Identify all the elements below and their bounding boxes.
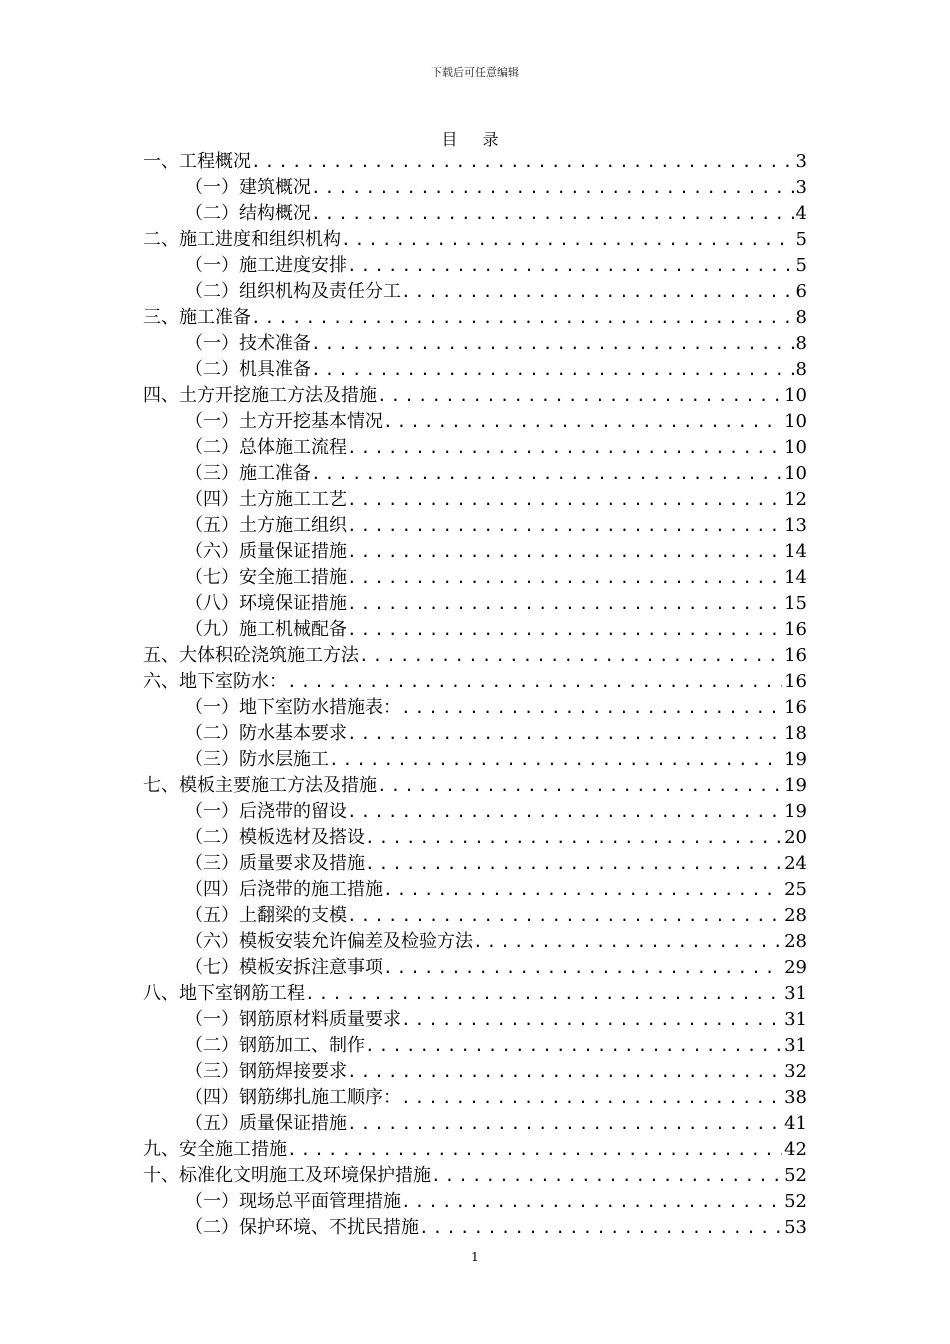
toc-entry-label: （二）保护环境、不扰民措施	[185, 1217, 419, 1238]
toc-entry-page: 38	[784, 1087, 807, 1108]
toc-entry-label: （二）模板选材及搭设	[185, 827, 365, 848]
toc-entry-section[interactable]	[143, 851, 807, 877]
toc-entry-page: 28	[784, 931, 807, 952]
toc-entry-label: （一）钢筋原材料质量要求	[185, 1009, 401, 1030]
toc-entry-label: （二）钢筋加工、制作	[185, 1035, 365, 1056]
toc-entry-chapter[interactable]	[143, 773, 807, 799]
toc-entry-label: 一、工程概况	[143, 151, 251, 172]
toc-title: 目 录	[441, 130, 509, 149]
toc-entry-section[interactable]	[143, 331, 807, 357]
dot-leader	[347, 435, 782, 461]
toc-entry-page: 52	[784, 1165, 807, 1186]
toc-entry-section[interactable]	[143, 903, 807, 929]
toc-entry-label: （一）建筑概况	[185, 177, 311, 198]
toc-entry-page: 18	[784, 723, 807, 744]
toc-entry-page: 19	[784, 775, 807, 796]
dot-leader	[347, 487, 782, 513]
toc-entry-page: 8	[795, 359, 807, 380]
toc-entry-label: （九）施工机械配备	[185, 619, 347, 640]
toc-entry-label: （四）钢筋绑扎施工顺序：	[185, 1087, 401, 1108]
toc-entry-page: 25	[784, 879, 807, 900]
toc-entry-page: 10	[784, 463, 807, 484]
toc-entry-section[interactable]	[143, 747, 807, 773]
toc-entry-page: 16	[784, 671, 807, 692]
toc-entry-section[interactable]	[143, 565, 807, 591]
toc-entry-label: （一）施工进度安排	[185, 255, 347, 276]
dot-leader	[341, 227, 794, 253]
dot-leader	[401, 695, 782, 721]
dot-leader	[251, 305, 794, 331]
toc-entry-section[interactable]	[143, 721, 807, 747]
toc-entry-section[interactable]	[143, 799, 807, 825]
toc-entry-chapter[interactable]	[143, 669, 807, 695]
toc-entry-label: （五）土方施工组织	[185, 515, 347, 536]
dot-leader	[347, 539, 782, 565]
toc-entry-label: （三）钢筋焊接要求	[185, 1061, 347, 1082]
toc-entry-label: 二、施工进度和组织机构	[143, 229, 341, 250]
toc-entry-label: （三）质量要求及措施	[185, 853, 365, 874]
toc-entry-label: （六）模板安装允许偏差及检验方法	[185, 931, 473, 952]
toc-entry-chapter[interactable]	[143, 383, 807, 409]
toc-entry-label: （四）后浇带的施工措施	[185, 879, 383, 900]
toc-entry-section[interactable]	[143, 409, 807, 435]
toc-entry-page: 6	[795, 281, 807, 302]
toc-entry-section[interactable]	[143, 1007, 807, 1033]
dot-leader	[305, 981, 782, 1007]
toc-entry-chapter[interactable]	[143, 981, 807, 1007]
toc-entry-label: （二）防水基本要求	[185, 723, 347, 744]
page-header: 下载后可任意编辑	[431, 66, 519, 79]
toc-entry-page: 31	[784, 983, 807, 1004]
toc-entry-page: 10	[784, 411, 807, 432]
toc-entry-label: 六、地下室防水：	[143, 671, 287, 692]
toc-entry-label: （一）土方开挖基本情况	[185, 411, 383, 432]
toc-entry-page: 24	[784, 853, 807, 874]
dot-leader	[365, 851, 782, 877]
toc-entry-page: 14	[784, 541, 807, 562]
toc-entry-page: 8	[795, 333, 807, 354]
toc-entry-label: （五）上翻梁的支模	[185, 905, 347, 926]
toc-entry-page: 16	[784, 645, 807, 666]
toc-entry-section[interactable]	[143, 487, 807, 513]
dot-leader	[311, 175, 794, 201]
dot-leader	[401, 1085, 782, 1111]
toc-entry-page: 28	[784, 905, 807, 926]
toc-entry-page: 5	[795, 229, 807, 250]
toc-entry-section[interactable]	[143, 357, 807, 383]
toc-entry-page: 16	[784, 697, 807, 718]
toc-entry-page: 4	[795, 203, 807, 224]
toc-entry-section[interactable]	[143, 825, 807, 851]
dot-leader	[347, 253, 794, 279]
toc-entry-label: （一）技术准备	[185, 333, 311, 354]
toc-entry-section[interactable]	[143, 877, 807, 903]
dot-leader	[419, 1215, 782, 1241]
toc-entry-page: 19	[784, 749, 807, 770]
dot-leader	[311, 357, 794, 383]
toc-entry-section[interactable]	[143, 695, 807, 721]
toc-entry-page: 31	[784, 1035, 807, 1056]
dot-leader	[383, 877, 782, 903]
toc-entry-section[interactable]	[143, 929, 807, 955]
dot-leader	[431, 1163, 782, 1189]
toc-entry-chapter[interactable]	[143, 305, 807, 331]
toc-entry-section[interactable]	[143, 1033, 807, 1059]
dot-leader	[347, 799, 782, 825]
toc-entry-label: 十、标准化文明施工及环境保护措施	[143, 1165, 431, 1186]
toc-entry-page: 41	[784, 1113, 807, 1134]
dot-leader	[347, 1059, 782, 1085]
dot-leader	[401, 1189, 782, 1215]
dot-leader	[347, 617, 782, 643]
dot-leader	[347, 721, 782, 747]
toc-entry-page: 12	[784, 489, 807, 510]
toc-entry-page: 3	[795, 177, 807, 198]
dot-leader	[401, 279, 794, 305]
dot-leader	[377, 383, 782, 409]
dot-leader	[311, 201, 794, 227]
toc-entry-page: 29	[784, 957, 807, 978]
toc-entry-label: 七、模板主要施工方法及措施	[143, 775, 377, 796]
toc-entry-page: 16	[784, 619, 807, 640]
dot-leader	[365, 825, 782, 851]
toc-entry-section[interactable]	[143, 435, 807, 461]
dot-leader	[359, 643, 782, 669]
dot-leader	[251, 149, 794, 175]
toc-entry-label: （一）地下室防水措施表：	[185, 697, 401, 718]
toc-entry-label: （五）质量保证措施	[185, 1113, 347, 1134]
toc-entry-page: 10	[784, 437, 807, 458]
toc-entry-chapter[interactable]	[143, 1137, 807, 1163]
dot-leader	[329, 747, 782, 773]
toc-entry-page: 15	[784, 593, 807, 614]
dot-leader	[383, 955, 782, 981]
toc-entry-page: 10	[784, 385, 807, 406]
toc-entry-label: 五、大体积砼浇筑施工方法	[143, 645, 359, 666]
dot-leader	[473, 929, 782, 955]
toc-entry-chapter[interactable]	[143, 1163, 807, 1189]
toc-entry-section[interactable]	[143, 591, 807, 617]
toc-entry-label: （二）机具准备	[185, 359, 311, 380]
toc-entry-section[interactable]	[143, 1085, 807, 1111]
toc-entry-section[interactable]	[143, 513, 807, 539]
toc-entry-label: 八、地下室钢筋工程	[143, 983, 305, 1004]
toc-entry-label: （八）环境保证措施	[185, 593, 347, 614]
dot-leader	[347, 591, 782, 617]
dot-leader	[287, 669, 782, 695]
toc-entry-label: 九、安全施工措施	[143, 1139, 287, 1160]
dot-leader	[347, 1111, 782, 1137]
toc-entry-label: （二）组织机构及责任分工	[185, 281, 401, 302]
toc-entry-page: 8	[795, 307, 807, 328]
toc-entry-page: 42	[784, 1139, 807, 1160]
toc-entry-label: （三）施工准备	[185, 463, 311, 484]
toc-entry-section[interactable]	[143, 461, 807, 487]
toc-entry-label: （二）总体施工流程	[185, 437, 347, 458]
dot-leader	[287, 1137, 782, 1163]
toc-entry-label: （七）模板安拆注意事项	[185, 957, 383, 978]
dot-leader	[347, 565, 782, 591]
toc-entry-chapter[interactable]	[143, 149, 807, 175]
toc-entry-page: 3	[795, 151, 807, 172]
toc-entry-label: （三）防水层施工	[185, 749, 329, 770]
toc-entry-page: 53	[784, 1217, 807, 1238]
toc-entry-section[interactable]	[143, 1189, 807, 1215]
toc-entry-page: 31	[784, 1009, 807, 1030]
toc-entry-page: 32	[784, 1061, 807, 1082]
toc-entry-section[interactable]	[143, 1059, 807, 1085]
dot-leader	[311, 331, 794, 357]
dot-leader	[347, 513, 782, 539]
toc-entry-section[interactable]	[143, 253, 807, 279]
dot-leader	[377, 773, 782, 799]
toc-entry-label: （四）土方施工工艺	[185, 489, 347, 510]
toc-entry-page: 19	[784, 801, 807, 822]
dot-leader	[383, 409, 782, 435]
toc-entry-label: （六）质量保证措施	[185, 541, 347, 562]
toc-entry-page: 20	[784, 827, 807, 848]
toc-entry-label: （一）现场总平面管理措施	[185, 1191, 401, 1212]
toc-entry-section[interactable]	[143, 279, 807, 305]
toc-entry-label: （七）安全施工措施	[185, 567, 347, 588]
dot-leader	[401, 1007, 782, 1033]
toc-entry-chapter[interactable]	[143, 227, 807, 253]
dot-leader	[311, 461, 782, 487]
toc-entry-section[interactable]	[143, 617, 807, 643]
toc-entry-section[interactable]	[143, 539, 807, 565]
toc-entry-section[interactable]	[143, 1215, 807, 1241]
toc-entry-page: 14	[784, 567, 807, 588]
toc-entry-page: 5	[795, 255, 807, 276]
page-number: 1	[471, 1250, 479, 1264]
toc-entry-chapter[interactable]	[143, 643, 807, 669]
table-of-contents	[143, 149, 807, 1241]
toc-entry-page: 52	[784, 1191, 807, 1212]
toc-entry-section[interactable]	[143, 201, 807, 227]
toc-entry-label: （一）后浇带的留设	[185, 801, 347, 822]
toc-entry-label: 四、土方开挖施工方法及措施	[143, 385, 377, 406]
toc-entry-section[interactable]	[143, 1111, 807, 1137]
dot-leader	[347, 903, 782, 929]
toc-entry-label: 三、施工准备	[143, 307, 251, 328]
toc-entry-label: （二）结构概况	[185, 203, 311, 224]
toc-entry-page: 13	[784, 515, 807, 536]
toc-entry-section[interactable]	[143, 175, 807, 201]
dot-leader	[365, 1033, 782, 1059]
toc-entry-section[interactable]	[143, 955, 807, 981]
